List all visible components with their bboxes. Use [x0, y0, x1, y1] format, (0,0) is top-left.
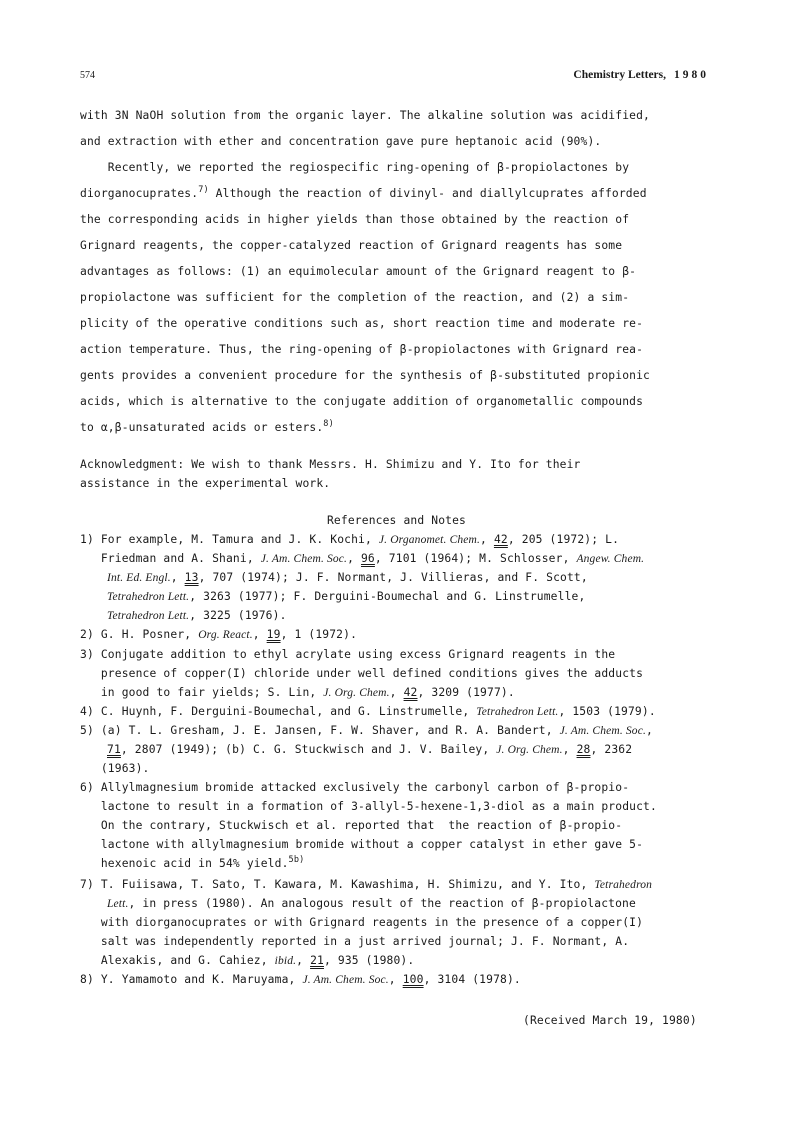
ref-text: ,	[388, 973, 403, 986]
volume-number: 19	[266, 628, 281, 641]
reference-1-cont	[107, 590, 585, 604]
reference-7-cont	[80, 954, 414, 968]
journal-abbrev: Tetrahedron Lett.	[107, 591, 190, 603]
ref-text: , 3209 (1977).	[417, 686, 515, 699]
ref-text: in good to fair yields; S. Lin,	[80, 686, 324, 699]
reference-7-cont: with diorganocuprates or with Grignard reagents in the presence of a copper(I)	[80, 916, 644, 929]
body-line: gents provides a convenient procedure for the synthesis of β-substituted propionic	[80, 369, 651, 382]
reference-7-cont: salt was independently reported in a just arrived journal; J. F. Normant, A.	[80, 935, 630, 948]
reference-6-cont	[80, 857, 304, 872]
journal-abbrev: Tetrahedron Lett.	[476, 706, 559, 718]
reference-6: 6) Allylmagnesium bromide attacked exclusively the carbonyl carbon of β-propio-	[80, 781, 630, 794]
volume-number: 13	[184, 571, 199, 584]
ref-text: 4) C. Huynh, F. Derguini-Boumechal, and G. Linstrumelle,	[80, 705, 477, 718]
journal-abbrev: J. Am. Chem. Soc.	[302, 974, 389, 986]
journal-abbrev: Org. React.	[198, 629, 253, 641]
body-line: propiolactone was sufficient for the completion of the reaction, and (2) a sim-	[80, 291, 630, 304]
reference-7-cont	[107, 897, 636, 911]
reference-6-cont: On the contrary, Stuckwisch et al. reported that the reaction of β-propio-	[80, 819, 623, 832]
reference-2	[80, 628, 357, 642]
reference-5-cont	[107, 743, 632, 757]
journal-abbrev: J. Organomet. Chem.	[378, 534, 481, 546]
reference-4	[80, 705, 656, 719]
journal-abbrev: J. Org. Chem.	[323, 687, 390, 699]
journal-abbrev: J. Am. Chem. Soc.	[260, 553, 348, 565]
body-line: the corresponding acids in higher yields than those obtained by the reaction of	[80, 213, 630, 226]
ref-text: , 3104 (1978).	[423, 973, 521, 986]
reference-3: 3) Conjugate addition to ethyl acrylate using excess Grignard reagents in the	[80, 648, 616, 661]
reference-6-cont: lactone to result in a formation of 3-allyl-5-hexene-1,3-diol as a main product.	[80, 800, 657, 813]
reference-8	[80, 973, 521, 987]
body-text: to α,β-unsaturated acids or esters.	[80, 421, 324, 434]
ref-text: 2) G. H. Posner,	[80, 628, 199, 641]
body-line: and extraction with ether and concentration gave pure heptanoic acid (90%).	[80, 135, 602, 148]
journal-year: 1980	[674, 69, 709, 81]
ref-text: , 1 (1972).	[280, 628, 358, 641]
body-text: diorganocuprates.	[80, 187, 199, 200]
ref-text: 7) T. Fuiisawa, T. Sato, T. Kawara, M. Kawashima, H. Shimizu, and Y. Ito,	[80, 878, 595, 891]
ref-text: ,	[389, 686, 404, 699]
body-line	[80, 421, 334, 436]
ref-text: , 3263 (1977); F. Derguini-Boumechal and G. Linstrumelle,	[189, 590, 586, 603]
ref-text: , 935 (1980).	[323, 954, 415, 967]
reference-superscript: 7)	[198, 185, 209, 195]
ref-text: , 1503 (1979).	[558, 705, 656, 718]
volume-number: 28	[576, 743, 591, 756]
journal-abbrev: ibid.	[274, 955, 297, 967]
volume-number: 42	[493, 533, 508, 546]
reference-3-cont: presence of copper(I) chloride under well defined conditions gives the adducts	[80, 667, 644, 680]
ref-text: , 707 (1974); J. F. Normant, J. Villieras, and F. Scott,	[198, 571, 588, 584]
reference-5	[80, 724, 653, 738]
reference-superscript: 5b)	[288, 855, 305, 865]
acknowledgment-line: assistance in the experimental work.	[80, 477, 331, 490]
journal-abbrev: Lett.	[107, 898, 129, 910]
journal-abbrev: Angew. Chem.	[576, 553, 645, 565]
received-date: (Received March 19, 1980)	[523, 1014, 697, 1027]
reference-1	[80, 533, 619, 547]
acknowledgment-line: Acknowledgment: We wish to thank Messrs. H. Shimizu and Y. Ito for their	[80, 458, 581, 471]
body-text: Although the reaction of divinyl- and diallylcuprates afforded	[208, 187, 647, 200]
ref-text: , 7101 (1964); M. Schlosser,	[374, 552, 577, 565]
reference-6-cont: lactone with allylmagnesium bromide without a copper catalyst in ether gave 5-	[80, 838, 644, 851]
ref-text: ,	[562, 743, 577, 756]
journal-abbrev: Tetrahedron	[594, 879, 653, 891]
ref-text: ,	[252, 628, 267, 641]
ref-text: 1) For example, M. Tamura and J. K. Kochi,	[80, 533, 379, 546]
reference-5-cont: (1963).	[80, 762, 150, 775]
reference-7	[80, 878, 652, 892]
ref-text: , 2362	[590, 743, 633, 756]
journal-abbrev: J. Am. Chem. Soc.	[559, 725, 646, 737]
reference-superscript: 8)	[323, 419, 334, 429]
volume-number: 100	[402, 973, 424, 986]
page-number: 574	[80, 70, 95, 81]
ref-text: 8) Y. Yamamoto and K. Maruyama,	[80, 973, 303, 986]
ref-text: ,	[347, 552, 361, 565]
body-line: advantages as follows: (1) an equimolecular amount of the Grignard reagent to β-	[80, 265, 637, 278]
ref-text: ,	[480, 533, 494, 546]
body-line	[80, 187, 647, 202]
volume-number: 71	[107, 743, 121, 756]
reference-1-cont	[80, 552, 644, 566]
volume-number: 21	[310, 954, 324, 967]
ref-text: , 205 (1972); L.	[507, 533, 620, 546]
volume-number: 96	[360, 552, 375, 565]
body-line: Recently, we reported the regiospecific ring-opening of β-propiolactones by	[80, 161, 630, 174]
body-line: with 3N NaOH solution from the organic layer. The alkaline solution was acidified,	[80, 109, 651, 122]
ref-text: 5) (a) T. L. Gresham, J. E. Jansen, F. W. Shaver, and R. A. Bandert,	[80, 724, 560, 737]
body-line: action temperature. Thus, the ring-opening of β-propiolactones with Grignard rea-	[80, 343, 644, 356]
ref-text: Friedman and A. Shani,	[80, 552, 261, 565]
journal-name: Chemistry Letters,	[573, 69, 666, 81]
reference-1-cont	[107, 609, 287, 623]
ref-text: , 2807 (1949); (b) C. G. Stuckwisch and J. V. Bailey,	[120, 743, 497, 756]
ref-text: ,	[170, 571, 185, 584]
ref-text: ,	[645, 724, 653, 737]
body-line: plicity of the operative conditions such as, short reaction time and moderate re-	[80, 317, 644, 330]
references-heading: References and Notes	[326, 514, 467, 527]
journal-abbrev: J. Org. Chem.	[496, 744, 563, 756]
ref-text: hexenoic acid in 54% yield.	[80, 857, 289, 870]
body-line: Grignard reagents, the copper-catalyzed reaction of Grignard reagents has some	[80, 239, 623, 252]
ref-text: Alexakis, and G. Cahiez,	[80, 954, 275, 967]
reference-3-cont	[80, 686, 515, 700]
running-head	[573, 69, 709, 81]
body-line: acids, which is alternative to the conjugate addition of organometallic compounds	[80, 395, 644, 408]
volume-number: 42	[403, 686, 418, 699]
ref-text: , in press (1980). An analogous result of the reaction of β-propiolactone	[128, 897, 636, 910]
journal-abbrev: Tetrahedron Lett.	[107, 610, 190, 622]
journal-abbrev: Int. Ed. Engl.	[107, 572, 171, 584]
ref-text: ,	[296, 954, 311, 967]
ref-text: , 3225 (1976).	[189, 609, 287, 622]
reference-1-cont	[107, 571, 588, 585]
